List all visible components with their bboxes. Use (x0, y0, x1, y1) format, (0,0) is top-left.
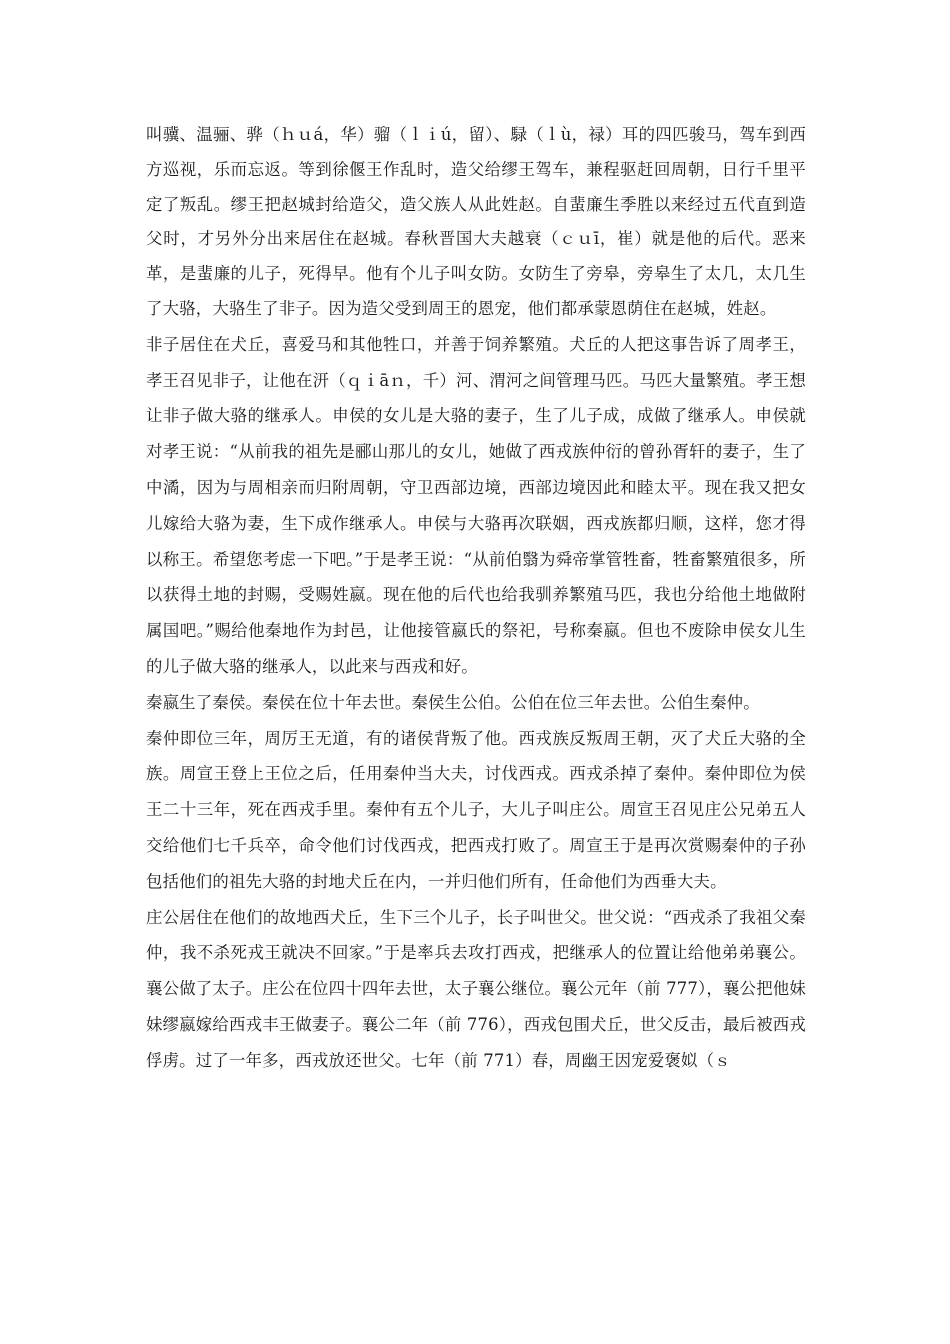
paragraph-2: 非子居住在犬丘，喜爱马和其他牲口，并善于饲养繁殖。犬丘的人把这事告诉了周孝王，孝王召见非子，让他在汧（ｑｉāｎ，千）河、渭河之间管理马匹。马匹大量繁殖。孝王想让非子做大骆的继承人。申侯的女儿是大骆的妻子，生了儿子成，成做了继承人。申侯就对孝王说：“从前我的祖先是郦山那儿的女儿，她做了西戎族仲衍的曾孙胥轩的妻子，生了中潏，因为与周相亲而归附周朝，守卫西部边境，西部边境因此和睦太平。现在我又把女儿嫁给大骆为妻，生下成作继承人。申侯与大骆再次联姻，西戎族都归顺，这样，您才得以称王。希望您考虑一下吧。”于是孝王说：“从前伯翳为舜帝掌管牲畜，牲畜繁殖很多，所以获得土地的封赐，受赐姓嬴。现在他的后代也给我驯养繁殖马匹，我也分给他土地做附属国吧。”赐给他秦地作为封邑，让他接管嬴氏的祭祀，号称秦嬴。但也不废除申侯女儿生的儿子做大骆的继承人，以此来与西戎和好。 (146, 334, 806, 676)
paragraph-1: 叫骥、温骊、骅（ｈｕá，华）骝（ｌｉú，留）、騄（ｌù，禄）耳的四匹骏马，驾车到西方巡视，乐而忘返。等到徐偃王作乱时，造父给缪王驾车，兼程驱赶回周朝，日行千里平定了叛乱。缪王把赵城封给造父，造父族人从此姓赵。自蜚廉生季胜以来经过五代直到造父时，才另外分出来居住在赵城。春秋晋国大夫越衰（ｃｕī，崔）就是他的后代。恶来革，是蜚廉的儿子，死得早。他有个儿子叫女防。女防生了旁皋，旁皋生了太几，太几生了大骆，大骆生了非子。因为造父受到周王的恩宠，他们都承蒙恩荫住在赵城，姓赵。 (146, 125, 806, 318)
paragraph-3: 秦嬴生了秦侯。秦侯在位十年去世。秦侯生公伯。公伯在位三年去世。公伯生秦仲。 (146, 692, 760, 712)
document-page (146, 118, 806, 1079)
paragraph-5: 庄公居住在他们的故地西犬丘，生下三个儿子，长子叫世父。世父说：“西戎杀了我祖父秦仲，我不杀死戎王就决不回家。”于是率兵去攻打西戎，把继承人的位置让给他弟弟襄公。襄公做了太子。庄公在位四十四年去世，太子襄公继位。襄公元年（前 777），襄公把他妹妹缪嬴嫁给西戎丰王做妻子。襄公二年（前 776），西戎包围犬丘，世父反击，最后被西戎俘虏。过了一年多，西戎放还世父。七年（前 771）春，周幽王因宠爱褒姒（ｓ (146, 907, 806, 1070)
paragraph-4: 秦仲即位三年，周厉王无道，有的诸侯背叛了他。西戎族反叛周王朝，灭了犬丘大骆的全族。周宣王登上王位之后，任用秦仲当大夫，讨伐西戎。西戎杀掉了秦仲。秦仲即位为侯王二十三年，死在西戎手里。秦仲有五个儿子，大儿子叫庄公。周宣王召见庄公兄弟五人交给他们七千兵卒，命令他们讨伐西戎，把西戎打败了。周宣王于是再次赏赐秦仲的子孙包括他们的祖先大骆的封地犬丘在内，一并归他们所有，任命他们为西垂大夫。 (146, 728, 806, 891)
